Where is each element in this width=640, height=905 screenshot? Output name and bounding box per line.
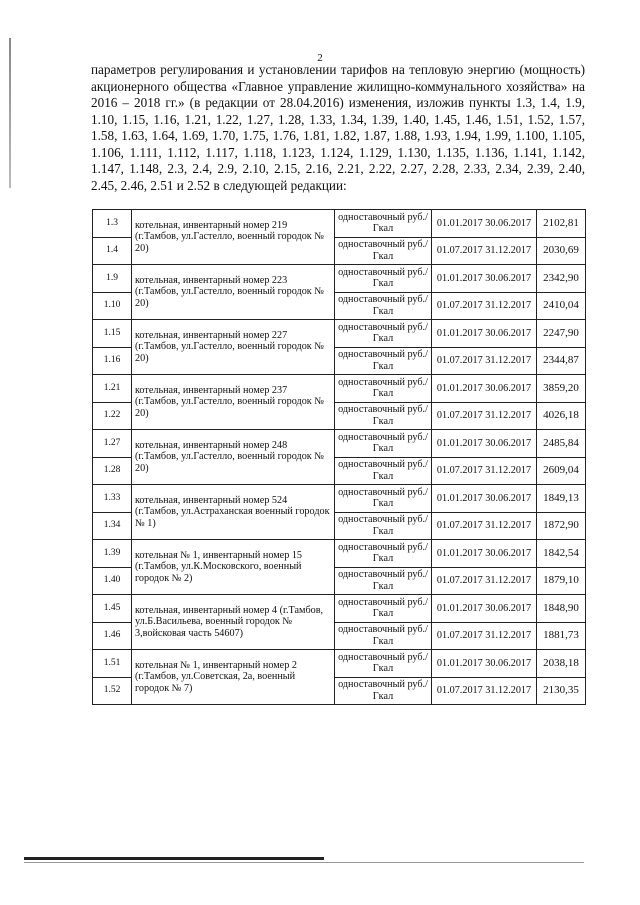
row-number: 1.40 [93,567,132,595]
table-row [93,540,586,568]
tariff-value: 1879,10 [537,567,586,595]
object-description: котельная № 1, инвентарный номер 15 (г.Тамбов, ул.К.Московского, военный городок № 2) [132,540,335,595]
tariff-type: одноставочный руб./Гкал [335,540,432,568]
tariff-value: 2030,69 [537,237,586,265]
tariff-value: 2344,87 [537,347,586,375]
table-row [93,650,586,678]
tariff-period: 01.07.2017 31.12.2017 [432,567,537,595]
table-row [93,210,586,238]
row-number: 1.27 [93,430,132,458]
tariff-type: одноставочный руб./Гкал [335,567,432,595]
row-number: 1.3 [93,210,132,238]
object-description: котельная, инвентарный номер 248 (г.Тамбов, ул.Гастелло, военный городок № 20) [132,430,335,485]
tariff-period: 01.01.2017 30.06.2017 [432,430,537,458]
tariff-type: одноставочный руб./Гкал [335,457,432,485]
row-number: 1.46 [93,622,132,650]
row-number: 1.22 [93,402,132,430]
tariff-value: 1848,90 [537,595,586,623]
tariff-type: одноставочный руб./Гкал [335,512,432,540]
row-number: 1.52 [93,677,132,705]
tariff-value: 2410,04 [537,292,586,320]
row-number: 1.10 [93,292,132,320]
tariff-type: одноставочный руб./Гкал [335,265,432,293]
tariff-value: 2342,90 [537,265,586,293]
tariff-period: 01.01.2017 30.06.2017 [432,265,537,293]
object-description: котельная, инвентарный номер 237 (г.Тамбов, ул.Гастелло, военный городок № 20) [132,375,335,430]
tariff-value: 2485,84 [537,430,586,458]
footer-rule [24,857,324,860]
row-number: 1.9 [93,265,132,293]
table-row [93,375,586,403]
table-row [93,485,586,513]
tariff-period: 01.07.2017 31.12.2017 [432,677,537,705]
tariff-value: 2038,18 [537,650,586,678]
tariff-period: 01.01.2017 30.06.2017 [432,210,537,238]
tariff-type: одноставочный руб./Гкал [335,402,432,430]
row-number: 1.34 [93,512,132,540]
object-description: котельная, инвентарный номер 227 (г.Тамбов, ул.Гастелло, военный городок № 20) [132,320,335,375]
tariff-period: 01.07.2017 31.12.2017 [432,402,537,430]
row-number: 1.4 [93,237,132,265]
tariff-period: 01.07.2017 31.12.2017 [432,457,537,485]
row-number: 1.33 [93,485,132,513]
tariff-value: 2102,81 [537,210,586,238]
object-description: котельная № 1, инвентарный номер 2 (г.Тамбов, ул.Советская, 2а, военный городок № 7) [132,650,335,705]
tariff-period: 01.01.2017 30.06.2017 [432,540,537,568]
row-number: 1.39 [93,540,132,568]
tariff-type: одноставочный руб./Гкал [335,650,432,678]
tariff-period: 01.07.2017 31.12.2017 [432,347,537,375]
row-number: 1.45 [93,595,132,623]
tariff-value: 3859,20 [537,375,586,403]
row-number: 1.16 [93,347,132,375]
tariff-period: 01.01.2017 30.06.2017 [432,595,537,623]
tariff-period: 01.01.2017 30.06.2017 [432,375,537,403]
tariff-period: 01.07.2017 31.12.2017 [432,237,537,265]
tariff-type: одноставочный руб./Гкал [335,320,432,348]
footer-rule-thin [24,862,584,863]
tariff-period: 01.07.2017 31.12.2017 [432,512,537,540]
row-number: 1.28 [93,457,132,485]
tariff-type: одноставочный руб./Гкал [335,595,432,623]
tariff-period: 01.01.2017 30.06.2017 [432,320,537,348]
tariff-type: одноставочный руб./Гкал [335,622,432,650]
tariff-value: 2130,35 [537,677,586,705]
tariff-type: одноставочный руб./Гкал [335,430,432,458]
object-description: котельная, инвентарный номер 4 (г.Тамбов, ул.Б.Васильева, военный городок № 3,войсковая часть 54607) [132,595,335,650]
tariff-table [92,209,586,705]
tariff-period: 01.01.2017 30.06.2017 [432,650,537,678]
table-row [93,595,586,623]
intro-paragraph: параметров регулирования и установлении тарифов на тепловую энергию (мощность) акционерного общества «Главное управление жилищно-коммунального хозяйства» на 2016 – 2018 гг.» (в редакции от 28.04.2016) изменения, изложив пункты 1.3, 1.4, 1.9, 1.10, 1.15, 1.16, 1.21, 1.22, 1.27, 1.28, 1.33, 1.34, 1.39, 1.40, 1.45, 1.46, 1.51, 1.52, 1.57, 1.58, 1.63, 1.64, 1.69, 1.70, 1.75, 1.76, 1.81, 1.82, 1.87, 1.88, 1.93, 1.94, 1.99, 1.100, 1.105, 1.106, 1.111, 1.112, 1.117, 1.118, 1.123, 1.124, 1.129, 1.130, 1.135, 1.136, 1.141, 1.142, 1.147, 1.148, 2.3, 2.4, 2.9, 2.10, 2.15, 2.16, 2.21, 2.22, 2.27, 2.28, 2.33, 2.34, 2.39, 2.40, 2.45, 2.46, 2.51 и 2.52 в следующей редакции: [91,62,585,193]
tariff-value: 1842,54 [537,540,586,568]
tariff-value: 1849,13 [537,485,586,513]
tariff-type: одноставочный руб./Гкал [335,237,432,265]
tariff-type: одноставочный руб./Гкал [335,347,432,375]
tariff-type: одноставочный руб./Гкал [335,375,432,403]
tariff-type: одноставочный руб./Гкал [335,677,432,705]
tariff-value: 2247,90 [537,320,586,348]
tariff-value: 4026,18 [537,402,586,430]
tariff-table-body [93,210,586,705]
tariff-value: 2609,04 [537,457,586,485]
row-number: 1.21 [93,375,132,403]
object-description: котельная, инвентарный номер 223 (г.Тамбов, ул.Гастелло, военный городок № 20) [132,265,335,320]
page-number: 2 [317,52,323,64]
tariff-type: одноставочный руб./Гкал [335,485,432,513]
row-number: 1.15 [93,320,132,348]
object-description: котельная, инвентарный номер 524 (г.Тамбов, ул.Астраханская военный городок № 1) [132,485,335,540]
tariff-period: 01.01.2017 30.06.2017 [432,485,537,513]
row-number: 1.51 [93,650,132,678]
tariff-value: 1881,73 [537,622,586,650]
tariff-value: 1872,90 [537,512,586,540]
tariff-type: одноставочный руб./Гкал [335,210,432,238]
tariff-period: 01.07.2017 31.12.2017 [432,292,537,320]
tariff-period: 01.07.2017 31.12.2017 [432,622,537,650]
table-row [93,320,586,348]
object-description: котельная, инвентарный номер 219 (г.Тамбов, ул.Гастелло, военный городок № 20) [132,210,335,265]
table-row [93,430,586,458]
table-row [93,265,586,293]
tariff-type: одноставочный руб./Гкал [335,292,432,320]
